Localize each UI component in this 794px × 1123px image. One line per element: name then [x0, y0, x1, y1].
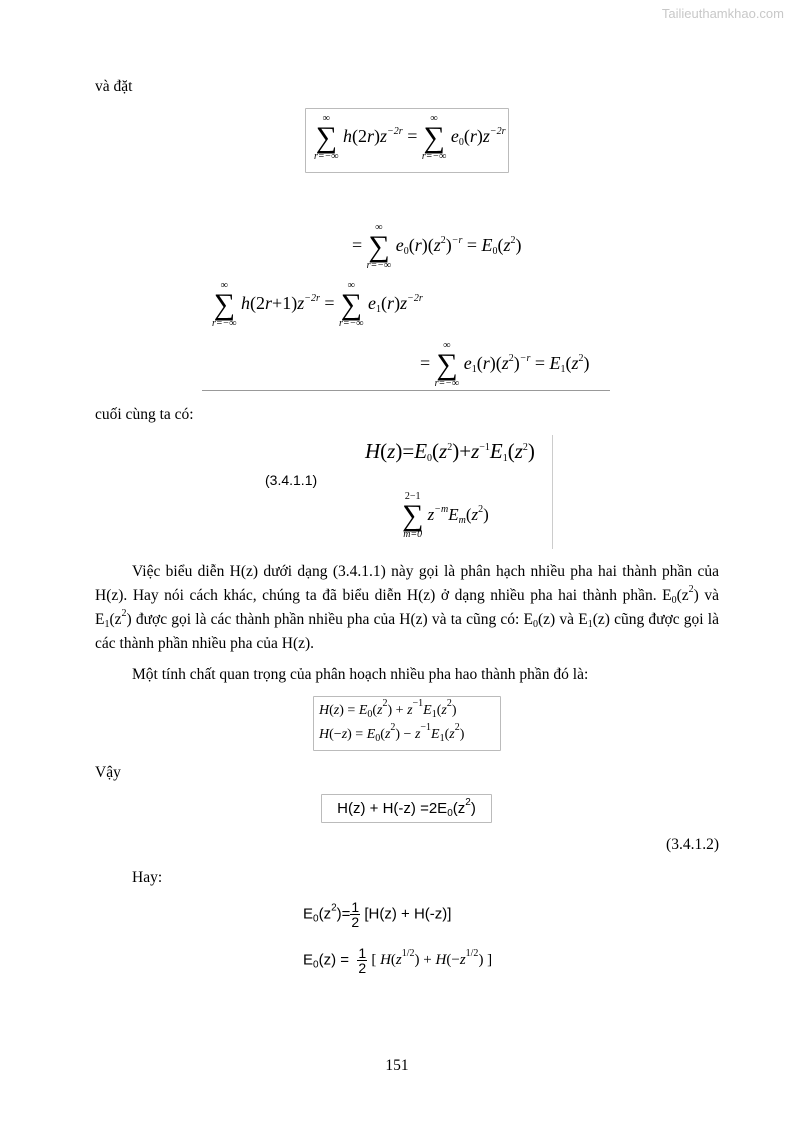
- divider-line: [202, 390, 610, 391]
- text-cuoi-cung: cuối cùng ta có:: [95, 406, 194, 423]
- watermark: Tailieuthamkhao.com: [661, 6, 784, 21]
- equation-label-3-4-1-2: (3.4.1.2): [666, 836, 719, 853]
- equation-even-sum: ∞ ∑ r=−∞ $h(2r)z^{-2r}$ = ∞ ∑ r=−∞ $e_0(r)z^{-2r}$: [305, 108, 509, 173]
- equation-e0-definition: = ∞ ∑ r=−∞ $e_0(r)(z^2)^{-r} = E_0(z^2)$: [352, 222, 522, 271]
- equation-label-3-4-1-1: (3.4.1.1): [265, 472, 318, 488]
- equation-odd-sum: ∞ ∑ r=−∞ $h(2r+1)z^{-2r}$ = ∞ ∑ r=−∞ $e_1(r)z^{-2r}$: [212, 280, 423, 329]
- equation-e1-definition: = ∞ ∑ r=−∞ $e_1(r)(z^2)^{-r} = E_1(z^2)$: [420, 340, 590, 389]
- paragraph-polyphase-description: Việc biểu diễn H(z) dưới dạng (3.4.1.1) này gọi là phân hạch nhiều pha hai thành phần của H(z). Hay nói cách khác, chúng ta đã biểu diễn H(z) ở dạng nhiều pha hai thành phần. $E_0(z^2)$ và $E_1(z^2)$ được gọi là các thành phần nhiều pha của H(z) và ta cũng có: $E_0(z)$ và $E_1(z)$ cũng được gọi là các thành phần nhiều pha của H(z).: [95, 563, 720, 652]
- equation-sum-result: $H(z) + H(-z) =2E_0(z^2)$: [321, 794, 492, 823]
- equation-block-h-minus-z: $H(z) = E_0(z^2) + z^{-1}E_1(z^2)$ $H(-z) = E_0(z^2) - z^{-1}E_1(z^2)$: [313, 696, 501, 751]
- page-number: 151: [385, 1057, 409, 1074]
- equation-sum-em: 2−1 ∑ m=0 $z^{-m}E_m(z^2)$: [402, 491, 489, 540]
- equation-e0-z: $E_0(z)$ = $\frac{1}{2}$ [ $H(z^{1/2}) + H(-z^{1/2})$ ]: [303, 945, 493, 976]
- text-va-dat: và đặt: [95, 78, 133, 95]
- equation-block-polyphase: [360, 435, 553, 549]
- paragraph-important-property: Một tính chất quan trọng của phân hoạch nhiều pha hao thành phần đó là:: [132, 666, 589, 683]
- equation-e0-z2: $E_0(z^2)=$ $\frac{1}{2}$ [H(z) + H(-z)]: [303, 899, 452, 930]
- equation-h-polyphase: $H(z)=E_0(z^2)+z^{-1}E_1(z^2)$: [365, 439, 535, 464]
- text-vay: Vậy: [95, 764, 121, 781]
- text-hay: Hay:: [132, 869, 163, 886]
